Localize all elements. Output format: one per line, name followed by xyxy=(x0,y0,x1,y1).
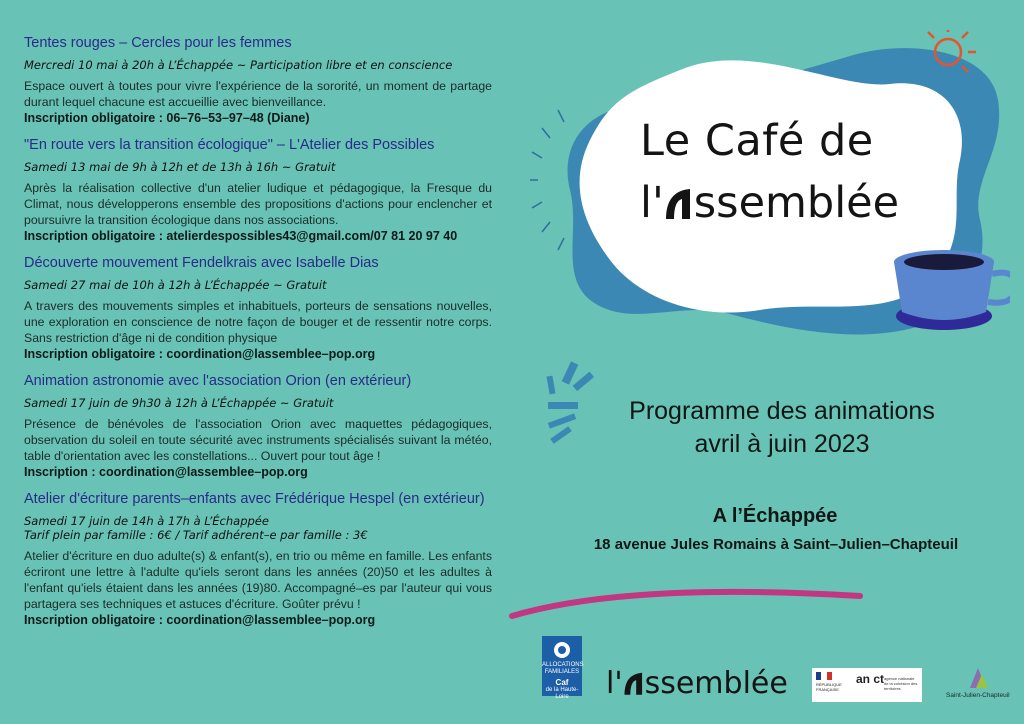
title-rest: ssemblée xyxy=(693,178,900,228)
event-date: Samedi 13 mai de 9h à 12h et de 13h à 16h ~ Gratuit xyxy=(24,160,336,174)
rf-text: RÉPUBLIQUE FRANÇAISE xyxy=(816,682,842,692)
caf-line3: de la Haute-Loire xyxy=(545,687,579,700)
programme-title: Programme des animations xyxy=(629,397,935,425)
venue-name: A l’Échappée xyxy=(712,505,838,527)
assemblee-a-small-icon xyxy=(623,668,645,692)
event-title: Animation astronomie avec l'association Orion (en extérieur) xyxy=(24,373,412,389)
event-description: Après la réalisation collective d'un atelier ludique et pédagogique, la Fresque du Climat, nous développerons ensemble des propositions d'actions pour enclencher et poursuivre la transition écologique dans nos associations. xyxy=(24,181,492,227)
event-date: Samedi 17 juin de 9h30 à 12h à L’Échappée ~ Gratuit xyxy=(24,396,334,410)
event-tentes-rouges xyxy=(24,34,492,126)
events-column xyxy=(24,34,492,638)
marianne-flag-icon xyxy=(816,672,832,680)
event-date: Mercredi 10 mai à 20h à L’Échappée ~ Participation libre et en conscience xyxy=(24,58,453,72)
anct-subtitle: agence nationale de la cohésion des territoires xyxy=(884,676,918,691)
programme-dates: avril à juin 2023 xyxy=(694,430,870,458)
event-inscription: Inscription obligatoire : coordination@lassemblee–pop.org xyxy=(24,347,376,361)
logo-rest: ssemblée xyxy=(644,666,788,701)
event-inscription: Inscription : coordination@lassemblee–pop.org xyxy=(24,465,308,479)
event-date: Samedi 17 juin de 14h à 17h à L’Échappée xyxy=(24,514,269,528)
event-description: A travers des mouvements simples et inhabituels, porteurs de sensations nouvelles, une exploration en conscience de notre façon de bouger et de ressentir notre corps. Sans restriction d'âge ni de condition physique xyxy=(24,299,492,345)
event-atelier-ecriture xyxy=(24,490,492,628)
event-description: Présence de bénévoles de l'association Orion avec maquettes pédagogiques, observation du soleil en toute sécurité avec instruments spécialisés suivant la météo, table d'orientation avec les constellations... Ouvert pour tout âge ! xyxy=(24,417,492,463)
caf-line1: ALLOCATIONS FAMILIALES xyxy=(542,662,584,675)
event-inscription: Inscription obligatoire : coordination@lassemblee–pop.org xyxy=(24,613,376,627)
title-prefix: l' xyxy=(640,178,664,228)
event-title: "En route vers la transition écologique" – L'Atelier des Possibles xyxy=(24,137,435,153)
event-description: Espace ouvert à toutes pour vivre l'expérience de la sororité, un moment de partage durant lequel chacune est accueillie avec bienveillance. xyxy=(24,79,492,109)
assemblee-logo xyxy=(606,666,788,701)
caf-logo xyxy=(542,636,584,700)
event-astronomie xyxy=(24,372,492,480)
cafe-title-line1: Le Café de xyxy=(640,116,874,166)
event-transition-ecologique xyxy=(24,136,492,244)
event-inscription: Inscription obligatoire : 06–76–53–97–48 (Diane) xyxy=(24,111,310,125)
cafe-title-line2 xyxy=(640,178,899,228)
republique-anct-logo xyxy=(812,668,922,702)
assemblee-a-logo-icon xyxy=(664,180,694,212)
sjc-text: Saint-Julien-Chapteuil xyxy=(946,692,1010,699)
logo-prefix: l' xyxy=(606,666,623,701)
event-title: Découverte mouvement Fendelkrais avec Isabelle Dias xyxy=(24,255,379,271)
event-fendelkrais xyxy=(24,254,492,362)
mountain-emblem-icon xyxy=(966,664,992,690)
event-inscription: Inscription obligatoire : atelierdespossibles43@gmail.com/07 81 20 97 40 xyxy=(24,229,458,243)
pink-swoosh-decoration xyxy=(508,586,868,626)
event-tarif: Tarif plein par famille : 6€ / Tarif adhérent–e par famille : 3€ xyxy=(24,528,368,542)
caf-line2: Caf xyxy=(555,678,569,687)
anct-text: an ct xyxy=(856,672,885,686)
event-description: Atelier d'écriture en duo adulte(s) & enfant(s), en trio ou même en famille. Les enfants écriront une lettre à l'adulte qu'iels seront dans les années (20)50 et les adultes à l'enfant qu'iels étaient dans les années (19)80. Accompagné–es par l'auteur qui vous partagera ses techniques et astuces d'écriture. Goûter prévu ! xyxy=(24,549,492,611)
event-date: Samedi 27 mai de 10h à 12h à L’Échappée ~ Gratuit xyxy=(24,278,327,292)
event-title: Tentes rouges – Cercles pour les femmes xyxy=(24,35,292,51)
coffee-cup-icon xyxy=(894,250,1010,330)
event-title: Atelier d'écriture parents–enfants avec Frédérique Hespel (en extérieur) xyxy=(24,491,485,507)
caf-emblem-icon xyxy=(542,638,582,662)
venue-address: 18 avenue Jules Romains à Saint–Julien–Chapteuil xyxy=(593,536,959,553)
sparkle-lines-icon xyxy=(530,110,564,250)
